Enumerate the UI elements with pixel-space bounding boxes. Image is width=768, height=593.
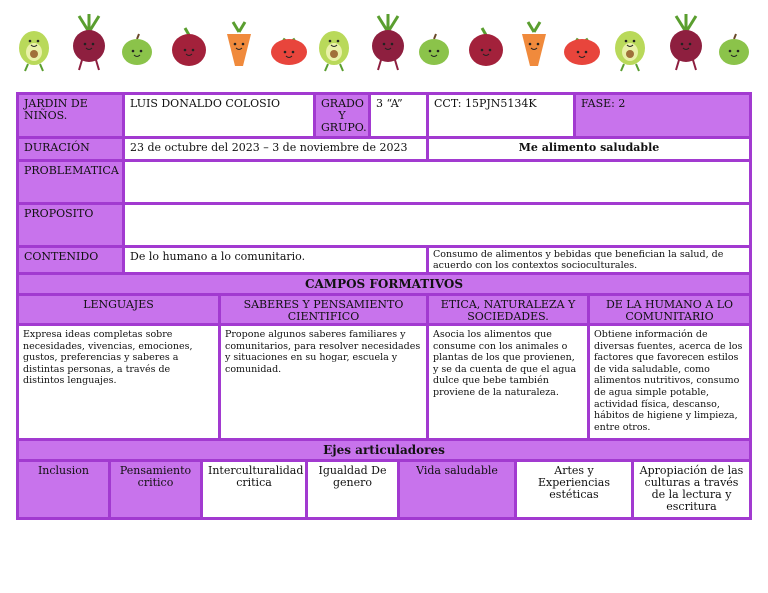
campo-header-saberes: SABERES Y PENSAMIENTO CIENTIFICO bbox=[221, 296, 426, 323]
plum-icon bbox=[172, 28, 206, 66]
campos-title: CAMPOS FORMATIVOS bbox=[19, 275, 749, 293]
project-title: Me alimento saludable bbox=[429, 139, 749, 159]
apple-icon bbox=[719, 34, 749, 65]
avocado-icon bbox=[19, 31, 49, 71]
beet-icon bbox=[73, 14, 105, 70]
avocado-icon bbox=[319, 31, 349, 71]
campo-header-humano: DE LA HUMANO A LO COMUNITARIO bbox=[590, 296, 749, 323]
carrot-icon bbox=[522, 22, 546, 66]
eje-interculturalidad: Interculturalidad critica bbox=[203, 462, 305, 517]
tomato-icon bbox=[564, 39, 600, 65]
campo-text-saberes: Propone algunos saberes familiares y comunitarios, para resolver necesidades y situaciones en su hogar, escuela y comunidad. bbox=[221, 326, 426, 438]
duracion-value: 23 de octubre del 2023 – 3 de noviembre de 2023 bbox=[125, 139, 426, 159]
avocado-icon bbox=[615, 31, 645, 71]
grado-label: GRADO Y GRUPO. bbox=[316, 95, 368, 136]
proposito-label: PROPOSITO bbox=[19, 205, 122, 245]
eje-artes: Artes y Experiencias estéticas bbox=[517, 462, 631, 517]
campo-text-humano: Obtiene información de diversas fuentes, acerca de los factores que favorecen estilos de vida saludable, como alimentos nutritivos, consumo de agua simple potable, actividad física, descanso, hábitos de higiene y limpieza, entre otros. bbox=[590, 326, 749, 438]
eje-apropiacion: Apropiación de las culturas a través de la lectura y escritura bbox=[634, 462, 749, 517]
cct-value: CCT: 15PJN5134K bbox=[429, 95, 573, 136]
problematica-value bbox=[125, 162, 749, 202]
tomato-icon bbox=[271, 39, 307, 65]
contenido-label: CONTENIDO bbox=[19, 248, 122, 272]
campo-header-etica: ETICA, NATURALEZA Y SOCIEDADES. bbox=[429, 296, 587, 323]
duracion-label: DURACIÓN bbox=[19, 139, 122, 159]
jardin-value: LUIS DONALDO COLOSIO bbox=[125, 95, 313, 136]
campo-text-etica: Asocia los alimentos que consume con los animales o plantas de los que provienen, y se da cuenta de que el agua dulce que bebe también proviene de la naturaleza. bbox=[429, 326, 587, 438]
carrot-icon bbox=[227, 22, 251, 66]
proposito-value bbox=[125, 205, 749, 245]
ejes-title: Ejes articuladores bbox=[19, 441, 749, 459]
plum-icon bbox=[469, 28, 503, 66]
eje-vida-saludable: Vida saludable bbox=[400, 462, 514, 517]
contenido-detail: Consumo de alimentos y bebidas que benefician la salud, de acuerdo con los contextos socioculturales. bbox=[429, 248, 749, 272]
contenido-value: De lo humano a lo comunitario. bbox=[125, 248, 426, 272]
eje-pensamiento-critico: Pensamiento critico bbox=[111, 462, 200, 517]
beet-icon bbox=[670, 14, 702, 70]
jardin-label: JARDIN DE NIÑOS. bbox=[19, 95, 122, 136]
problematica-label: PROBLEMATICA bbox=[19, 162, 122, 202]
apple-icon bbox=[419, 34, 449, 65]
planning-table bbox=[16, 92, 752, 520]
apple-icon bbox=[122, 34, 152, 65]
campo-header-lenguajes: LENGUAJES bbox=[19, 296, 218, 323]
eje-inclusion: Inclusion bbox=[19, 462, 108, 517]
beet-icon bbox=[372, 14, 404, 70]
vegetable-banner bbox=[14, 10, 754, 72]
grado-value: 3 “A” bbox=[371, 95, 426, 136]
eje-igualdad: Igualdad De genero bbox=[308, 462, 397, 517]
fase-value: FASE: 2 bbox=[576, 95, 749, 136]
campo-text-lenguajes: Expresa ideas completas sobre necesidades, vivencias, emociones, gustos, preferencias y saberes a distintas personas, a través de distintos lenguajes. bbox=[19, 326, 218, 438]
